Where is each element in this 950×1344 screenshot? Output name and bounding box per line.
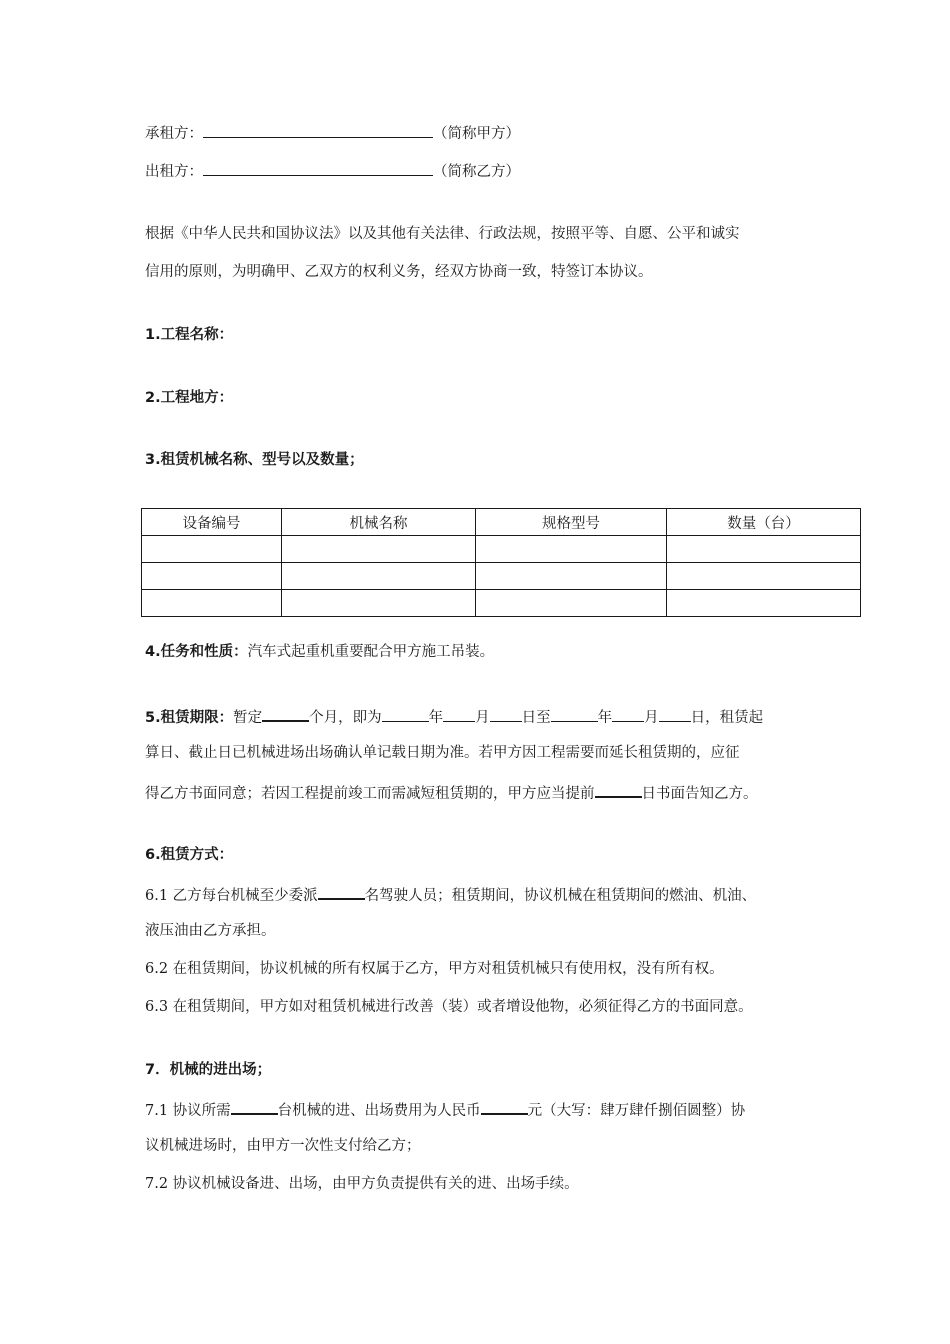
text-fragment: 台机械的进、出场费用为人民币 [277,1103,481,1119]
table-row [142,590,861,617]
text-fragment: 日，租赁起 [690,710,764,726]
table-header-cell: 数量（台） [667,509,861,536]
table-cell[interactable] [667,590,861,617]
lessee-label: 承租方： [145,126,203,142]
end-year-blank[interactable] [551,706,598,722]
text-fragment: 名驾驶人员；租赁期间，协议机械在租赁期间的燃油、机油、 [364,888,757,904]
table-cell[interactable] [667,536,861,563]
machines-count-blank[interactable] [231,1098,278,1115]
section-3-heading: 3.租赁机械名称、型号以及数量； [145,452,364,468]
notice-days-blank[interactable] [595,781,642,798]
lessor-blank[interactable] [203,160,433,176]
section-5-line-3 [145,781,758,804]
clause-7-1-line-2: 议机械进场时，由甲方一次性支付给乙方； [145,1138,421,1154]
text-fragment: 暂定 [233,710,263,726]
start-day-blank[interactable] [490,706,522,722]
section-5-line-2: 算日、截止日已机械进场出场确认单记载日期为准。若甲方因工程需要而延长租赁期的，应征 [145,745,740,761]
table-header-row [142,509,861,536]
text-fragment: 月 [644,710,659,726]
lessor-label: 出租方： [145,164,203,180]
text-fragment: 7.1 协议所需 [145,1103,231,1119]
section-1-heading: 1.工程名称： [145,327,234,343]
end-day-blank[interactable] [659,706,691,722]
section-4-text: 汽车式起重机重要配合甲方施工吊装。 [247,644,495,660]
table-row [142,536,861,563]
clause-6-1-line-1 [145,883,756,906]
machinery-table [141,508,861,617]
text-fragment: 个月，即为 [309,710,382,726]
table-cell[interactable] [476,590,667,617]
start-year-blank[interactable] [382,706,429,722]
text-fragment: 月 [475,710,490,726]
section-6-heading: 6.租赁方式： [145,847,234,863]
table-cell[interactable] [476,563,667,590]
text-fragment: 得乙方书面同意；若因工程提前竣工而需减短租赁期的，甲方应当提前 [145,786,595,802]
clause-6-1-line-2: 液压油由乙方承担。 [145,923,276,939]
start-month-blank[interactable] [443,706,475,722]
lessor-line [145,160,520,182]
text-fragment: 6.1 乙方每台机械至少委派 [145,888,318,904]
table-cell[interactable] [476,536,667,563]
section-4 [145,642,494,662]
section-2-heading: 2.工程地方： [145,390,234,406]
drivers-blank[interactable] [318,883,365,900]
table-row [142,563,861,590]
table-cell[interactable] [142,563,282,590]
text-fragment: 日至 [521,710,551,726]
months-blank[interactable] [262,705,309,722]
clause-6-2: 6.2 在租赁期间，协议机械的所有权属于乙方，甲方对租赁机械只有使用权，没有所有权。 [145,961,724,977]
text-fragment: 元（大写：肆万肆仟捌佰圆整）协 [527,1103,746,1119]
table-cell[interactable] [282,590,476,617]
table-header-cell: 设备编号 [142,509,282,536]
lessee-line [145,122,520,144]
text-fragment: 年 [428,710,444,726]
clause-7-1-line-1 [145,1098,745,1121]
intro-line-2: 信用的原则，为明确甲、乙双方的权利义务，经双方协商一致，特签订本协议。 [145,264,653,280]
intro-line-1: 根据《中华人民共和国协议法》以及其他有关法律、行政法规，按照平等、自愿、公平和诚实 [145,226,740,242]
section-5-heading: 5.租赁期限： [145,710,234,726]
section-5-line-1 [145,705,763,728]
fee-amount-blank[interactable] [481,1098,528,1115]
text-fragment: 年 [597,710,613,726]
lessee-blank[interactable] [203,122,433,138]
section-7-heading: 7．机械的进出场； [145,1062,272,1078]
clause-6-3: 6.3 在租赁期间，甲方如对租赁机械进行改善（装）或者增设他物，必须征得乙方的书面同意。 [145,999,753,1015]
lessee-note: （简称甲方） [433,126,520,142]
text-fragment: 日书面告知乙方。 [641,786,758,802]
table-header-cell: 机械名称 [282,509,476,536]
table-cell[interactable] [282,563,476,590]
clause-7-2: 7.2 协议机械设备进、出场，由甲方负责提供有关的进、出场手续。 [145,1176,579,1192]
table-cell[interactable] [282,536,476,563]
section-4-heading: 4.任务和性质： [145,644,248,660]
table-header-cell: 规格型号 [476,509,667,536]
table-cell[interactable] [667,563,861,590]
table-cell[interactable] [142,590,282,617]
end-month-blank[interactable] [612,706,644,722]
lessor-note: （简称乙方） [433,164,520,180]
table-cell[interactable] [142,536,282,563]
